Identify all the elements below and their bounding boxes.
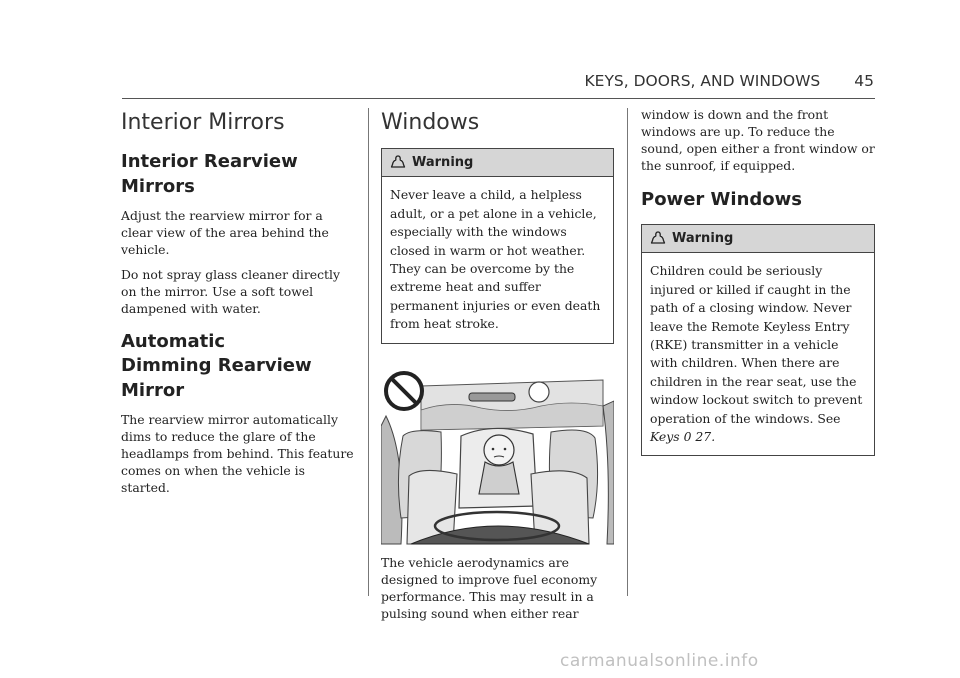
left-column bbox=[121, 106, 356, 496]
warning-icon bbox=[650, 231, 666, 246]
power-windows-warning-body bbox=[642, 253, 874, 455]
paragraph-continued: window is down and the front windows are up. To reduce the sound, open either a front window or the sunroof, if equipped. bbox=[641, 107, 875, 173]
paragraph-adjust: Adjust the rearview mirror for a clear view of the area behind the vehicle. bbox=[121, 207, 329, 257]
warning-label: Warning bbox=[672, 231, 734, 247]
page-reference-arrow: 0 bbox=[683, 428, 692, 444]
middle-column bbox=[381, 106, 614, 622]
warning-text: Never leave a child, a helpless adult, or a pet alone in a vehicle, especially with the windows closed in warm or hot weather. They can be overcome by the extreme heat and suffer permanent injuries or even death from heat stroke. bbox=[390, 187, 601, 332]
power-windows-warning-header bbox=[642, 225, 874, 253]
header-divider bbox=[122, 98, 875, 99]
warning-icon bbox=[390, 155, 406, 170]
paragraph-aerodynamics: The vehicle aerodynamics are designed to improve fuel economy performance. This may result in a pulsing sound when either rear bbox=[381, 554, 598, 621]
paragraph-glass-cleaner: Do not spray glass cleaner directly on the mirror. Use a soft towel dampened with water. bbox=[121, 266, 340, 316]
paragraph-auto-dimming: The rearview mirror automatically dims to reduce the glare of the headlamps from behind. This feature comes on when the vehicle is started. bbox=[121, 411, 354, 495]
windows-title: Windows bbox=[381, 110, 480, 135]
column-divider-1 bbox=[368, 108, 369, 596]
warning-label: Warning bbox=[412, 155, 474, 171]
right-column bbox=[641, 106, 875, 456]
interior-mirrors-title: Interior Mirrors bbox=[121, 110, 285, 135]
power-windows-heading: Power Windows bbox=[641, 189, 802, 210]
child-in-car-figure bbox=[381, 366, 614, 546]
warning-box bbox=[381, 148, 614, 343]
automatic-dimming-heading: Automatic Dimming Rearview Mirror bbox=[121, 330, 312, 401]
no-child-left-in-vehicle-illustration bbox=[381, 366, 614, 546]
page-header bbox=[560, 72, 874, 96]
power-windows-warning-text: Children could be seriously injured or killed if caught in the path of a closing window. Never leave the Remote Keyless Entry (RKE) transmitter in a vehicle with children. When there are children in the rear seat, use the window lockout switch to prevent operation of the windows. See Keys 0 27. bbox=[650, 263, 863, 444]
keys-reference-link[interactable]: Keys 0 27. bbox=[650, 428, 716, 444]
watermark: carmanualsonline.info bbox=[560, 651, 759, 671]
column-divider-2 bbox=[627, 108, 628, 596]
interior-rearview-mirrors-heading: Interior Rearview Mirrors bbox=[121, 151, 298, 197]
warning-body bbox=[382, 177, 613, 342]
power-windows-warning-box bbox=[641, 224, 875, 456]
warning-header bbox=[382, 149, 613, 177]
section-title: KEYS, DOORS, AND WINDOWS bbox=[584, 72, 821, 90]
page-number: 45 bbox=[854, 72, 874, 90]
